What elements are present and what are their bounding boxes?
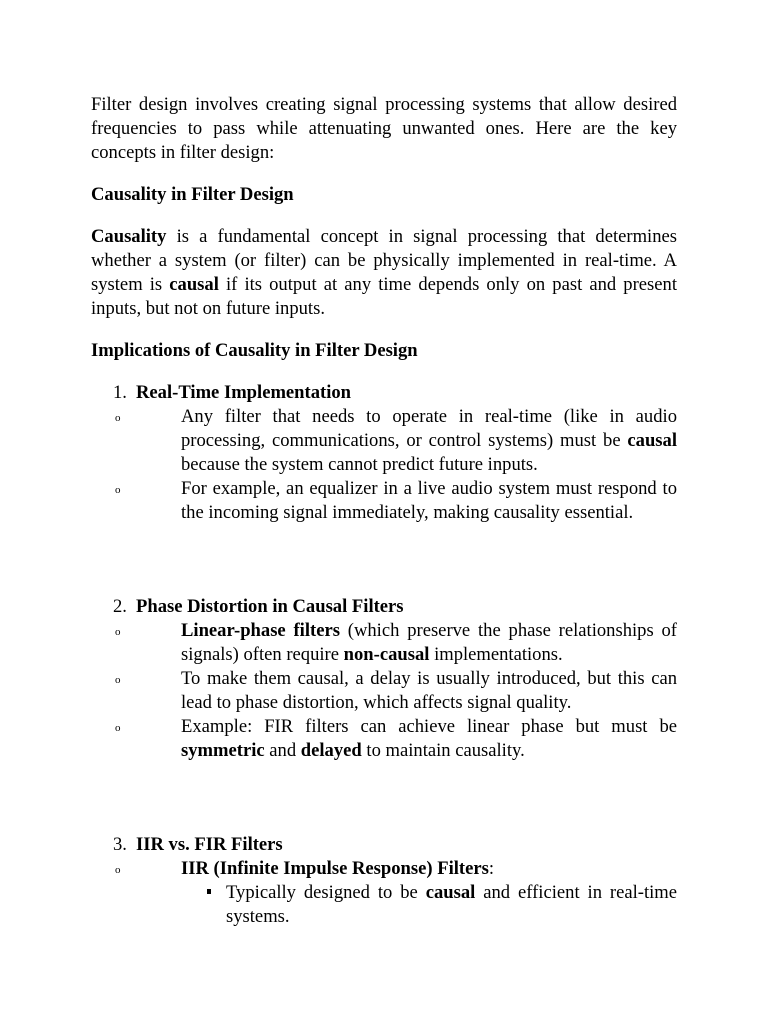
causality-heading: Causality in Filter Design	[91, 184, 294, 205]
item-title: Real-Time Implementation	[136, 382, 352, 403]
item-number: 3.	[113, 834, 127, 855]
bullet-list-2	[91, 619, 677, 763]
circle-bullet-icon: o	[115, 864, 121, 876]
item-title: IIR vs. FIR Filters	[136, 834, 283, 855]
sub-bullet-list	[181, 881, 677, 929]
causality-term: Causality	[91, 226, 167, 247]
list-item: o For example, an equalizer in a live audio system must respond to the incoming signal immediately, making causality essential.	[115, 478, 677, 523]
list-item: o IIR (Infinite Impulse Response) Filters: Typically designed to be causal and efficient in real-time systems.	[115, 858, 678, 927]
list-item: Typically designed to be causal and efficient in real-time systems.	[226, 881, 677, 929]
intro-paragraph: Filter design involves creating signal processing systems that allow desired frequencies to pass while attenuating unwanted ones. Here are the key concepts in filter design:	[91, 94, 677, 163]
list-item: o Linear-phase filters (which preserve the phase relationships of signals) often require non-causal implementations.	[115, 620, 677, 665]
item-number: 1.	[113, 382, 127, 403]
circle-bullet-icon: o	[115, 626, 121, 638]
circle-bullet-icon: o	[115, 484, 121, 496]
circle-bullet-icon: o	[115, 412, 121, 424]
item-number: 2.	[113, 596, 127, 617]
item-title: Phase Distortion in Causal Filters	[136, 596, 404, 617]
bullet-list-1	[91, 405, 677, 525]
square-bullet-icon	[207, 889, 211, 894]
numbered-item-3	[91, 833, 677, 857]
numbered-item-2	[91, 595, 677, 619]
numbered-item-1	[91, 381, 677, 405]
implications-heading: Implications of Causality in Filter Design	[91, 340, 418, 361]
list-item: o To make them causal, a delay is usually introduced, but this can lead to phase distortion, which affects signal quality.	[115, 668, 677, 713]
bullet-list-3	[91, 857, 677, 929]
list-item: o Any filter that needs to operate in real-time (like in audio processing, communications, or control systems) must be causal because the system cannot predict future inputs.	[115, 406, 677, 475]
circle-bullet-icon: o	[115, 722, 121, 734]
causality-paragraph: Causality is a fundamental concept in signal processing that determines whether a system (or filter) can be physically implemented in real-time. A system is causal if its output at any time depends only on past and present inputs, but not on future inputs.	[91, 226, 677, 319]
list-item: o Example: FIR filters can achieve linear phase but must be symmetric and delayed to maintain causality.	[115, 716, 677, 761]
circle-bullet-icon: o	[115, 674, 121, 686]
document-page	[91, 93, 677, 929]
causal-term: causal	[169, 274, 219, 295]
